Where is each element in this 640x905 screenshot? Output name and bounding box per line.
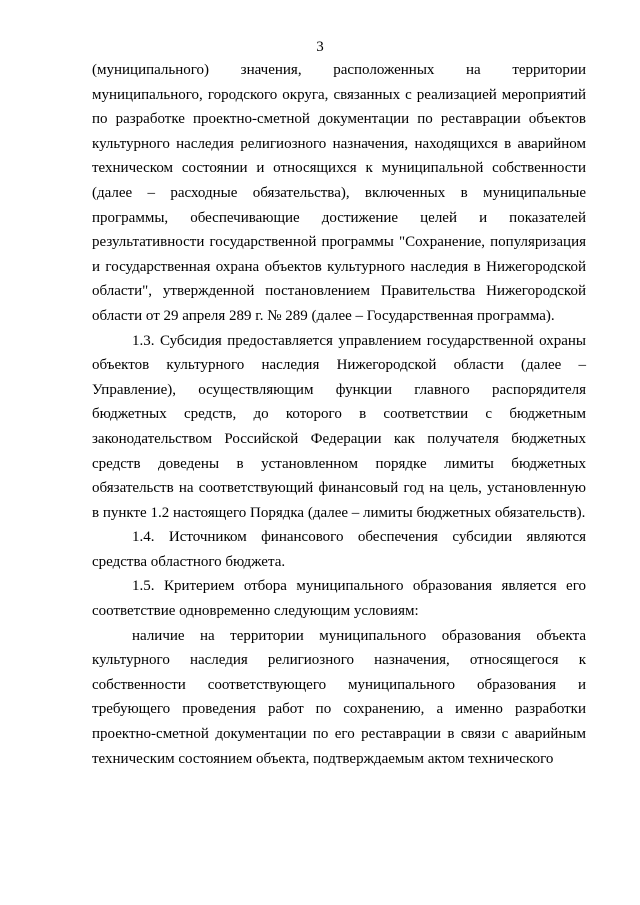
paragraph-1-3: 1.3. Субсидия предоставляется управлением государственной охраны объектов культурного наследия Нижегородской области (далее – Управление), осуществляющим функции главного распорядителя бюджетных средств, до которого в соответствии с бюджетным законодательством Российской Федерации как получателя бюджетных средств доведены в установленном порядке лимиты бюджетных обязательств на соответствующий финансовый год на цель, установленную в пункте 1.2 настоящего Порядка (далее – лимиты бюджетных обязательств).	[92, 332, 586, 521]
document-body	[92, 58, 586, 771]
paragraph-condition-1: наличие на территории муниципального образования объекта культурного наследия религиозного назначения, относящегося к собственности соответствующего муниципального образования и требующего проведения работ по сохранению, а именно разработки проектно-сметной документации по его реставрации в связи с аварийным техническим состоянием объекта, подтверждаемым актом технического	[92, 627, 586, 767]
paragraph-1-5: 1.5. Критерием отбора муниципального образования является его соответствие одновременно следующим условиям:	[92, 578, 586, 620]
paragraph-1-4: 1.4. Источником финансового обеспечения субсидии являются средства областного бюджета.	[92, 529, 586, 570]
paragraph-continuation: (муниципального) значения, расположенных на территории муниципального, городского округа, связанных с реализацией мероприятий по разработке проектно-сметной документации по реставрации объектов культурного наследия религиозного назначения, находящихся в аварийном техническом состоянии и относящихся к муниципальной собственности (далее – расходные обязательства), включенных в муниципальные программы, обеспечивающие достижение целей и показателей результативности государственной программы "Сохранение, популяризация и государственная охрана объектов культурного наследия в Нижегородской области", утвержденной постановлением Правительства Нижегородской области от 29 апреля 289 г. № 289 (далее – Государственная программа).	[92, 62, 586, 324]
page-number: 3	[316, 39, 324, 55]
